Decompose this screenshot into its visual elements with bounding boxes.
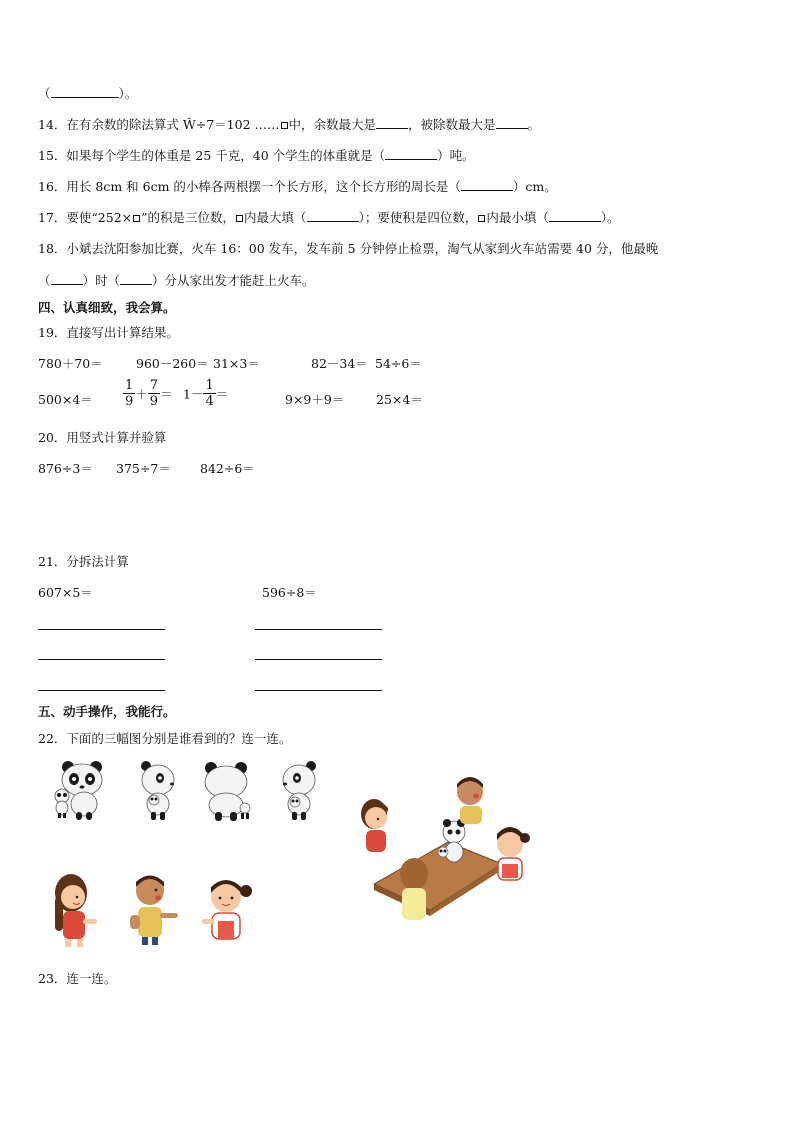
- question-19-title: 19．直接写出计算结果。: [38, 325, 179, 340]
- answer-line[interactable]: [38, 629, 165, 630]
- answer-line[interactable]: [255, 629, 382, 630]
- answer-blank[interactable]: [461, 178, 513, 191]
- question-22-title: 22．下面的三幅图分别是谁看到的？连一连。: [38, 731, 292, 746]
- fraction-expression-2: 1－ $\frac{1}{4}$ ＝: [183, 378, 229, 409]
- calc-item: 82－34＝: [311, 356, 368, 371]
- fraction: $\frac{7}{9}$: [149, 378, 159, 409]
- answer-blank[interactable]: [549, 209, 601, 222]
- answer-line[interactable]: [255, 690, 382, 691]
- fraction: $\frac{1}{4}$: [205, 378, 214, 409]
- question-14: 14．在有余数的除法算式 Ŵ÷7＝102 …… 中，余数最大是 ，被除数最大是 。: [38, 117, 541, 132]
- panda-view-side: [136, 758, 178, 822]
- question-18-line1: 18．小斌去沈阳参加比赛，火车 16：00 发车，发车前 5 分钟停止检票，淘气从家到火车站需要 40 分，他最晚: [38, 241, 659, 256]
- question-16: 16．用长 8cm 和 6cm 的小棒各两根摆一个长方形，这个长方形的周长是（ ）cm。: [38, 179, 557, 194]
- question-15: 15．如果每个学生的体重是 25 千克，40 个学生的体重就是（ ）吨。: [38, 148, 475, 163]
- calc-item: 375÷7＝: [116, 461, 171, 476]
- panda-view-other-side: [279, 758, 321, 822]
- q13-tail: （ ）。: [38, 86, 138, 101]
- box-symbol: [133, 215, 140, 222]
- fraction: $\frac{1}{9}$: [125, 378, 134, 409]
- calc-item: 54÷6＝: [375, 356, 422, 371]
- question-17: 17．要使“252× ”的积是三位数， 内最大填（ ）；要使积是四位数， 内最小填（ ）。: [38, 210, 620, 225]
- answer-blank[interactable]: [385, 147, 437, 160]
- answer-blank[interactable]: [51, 272, 83, 285]
- answer-line[interactable]: [255, 659, 382, 660]
- question-23-title: 23．连一连。: [38, 971, 117, 986]
- answer-blank[interactable]: [376, 116, 408, 129]
- boy-yellow-shirt-illustration: [128, 873, 184, 947]
- calc-item: 31×3＝: [213, 356, 260, 371]
- calc-item: 500×4＝: [38, 392, 93, 407]
- box-symbol: [478, 215, 485, 222]
- calc-item: 780＋70＝: [38, 356, 103, 371]
- calc-item: 842÷6＝: [200, 461, 255, 476]
- calc-item: 876÷3＝: [38, 461, 93, 476]
- calc-item: 25×4＝: [376, 392, 423, 407]
- fraction-expression-1: $\frac{1}{9}$ ＋ $\frac{7}{9}$ ＝: [125, 378, 173, 409]
- calc-item: 607×5＝: [38, 585, 93, 600]
- question-21-title: 21．分拆法计算: [38, 554, 129, 569]
- question-18-line2: （ ）时（ ）分从家出发才能赶上火车。: [38, 273, 315, 288]
- section-4-heading: 四、认真细致，我会算。: [38, 300, 176, 315]
- answer-blank[interactable]: [120, 272, 152, 285]
- answer-blank[interactable]: [496, 116, 528, 129]
- table-scene-illustration: [352, 772, 538, 924]
- question-20-title: 20．用竖式计算并验算: [38, 430, 167, 445]
- answer-blank[interactable]: [51, 85, 119, 98]
- panda-view-back: [197, 760, 255, 822]
- panda-view-front: [50, 758, 114, 822]
- calc-item: 9×9＋9＝: [285, 392, 345, 407]
- calc-item: 960－260＝: [136, 356, 209, 371]
- answer-line[interactable]: [38, 690, 165, 691]
- box-symbol: [236, 215, 243, 222]
- girl-red-dress-illustration: [47, 871, 105, 949]
- section-5-heading: 五、动手操作，我能行。: [38, 704, 176, 719]
- girl-white-shirt-illustration: [198, 877, 256, 945]
- answer-line[interactable]: [38, 659, 165, 660]
- answer-blank[interactable]: [307, 209, 359, 222]
- calc-item: 596÷8＝: [262, 585, 317, 600]
- blank-dividend-symbol: Ŵ: [182, 117, 196, 132]
- box-symbol: [281, 122, 288, 129]
